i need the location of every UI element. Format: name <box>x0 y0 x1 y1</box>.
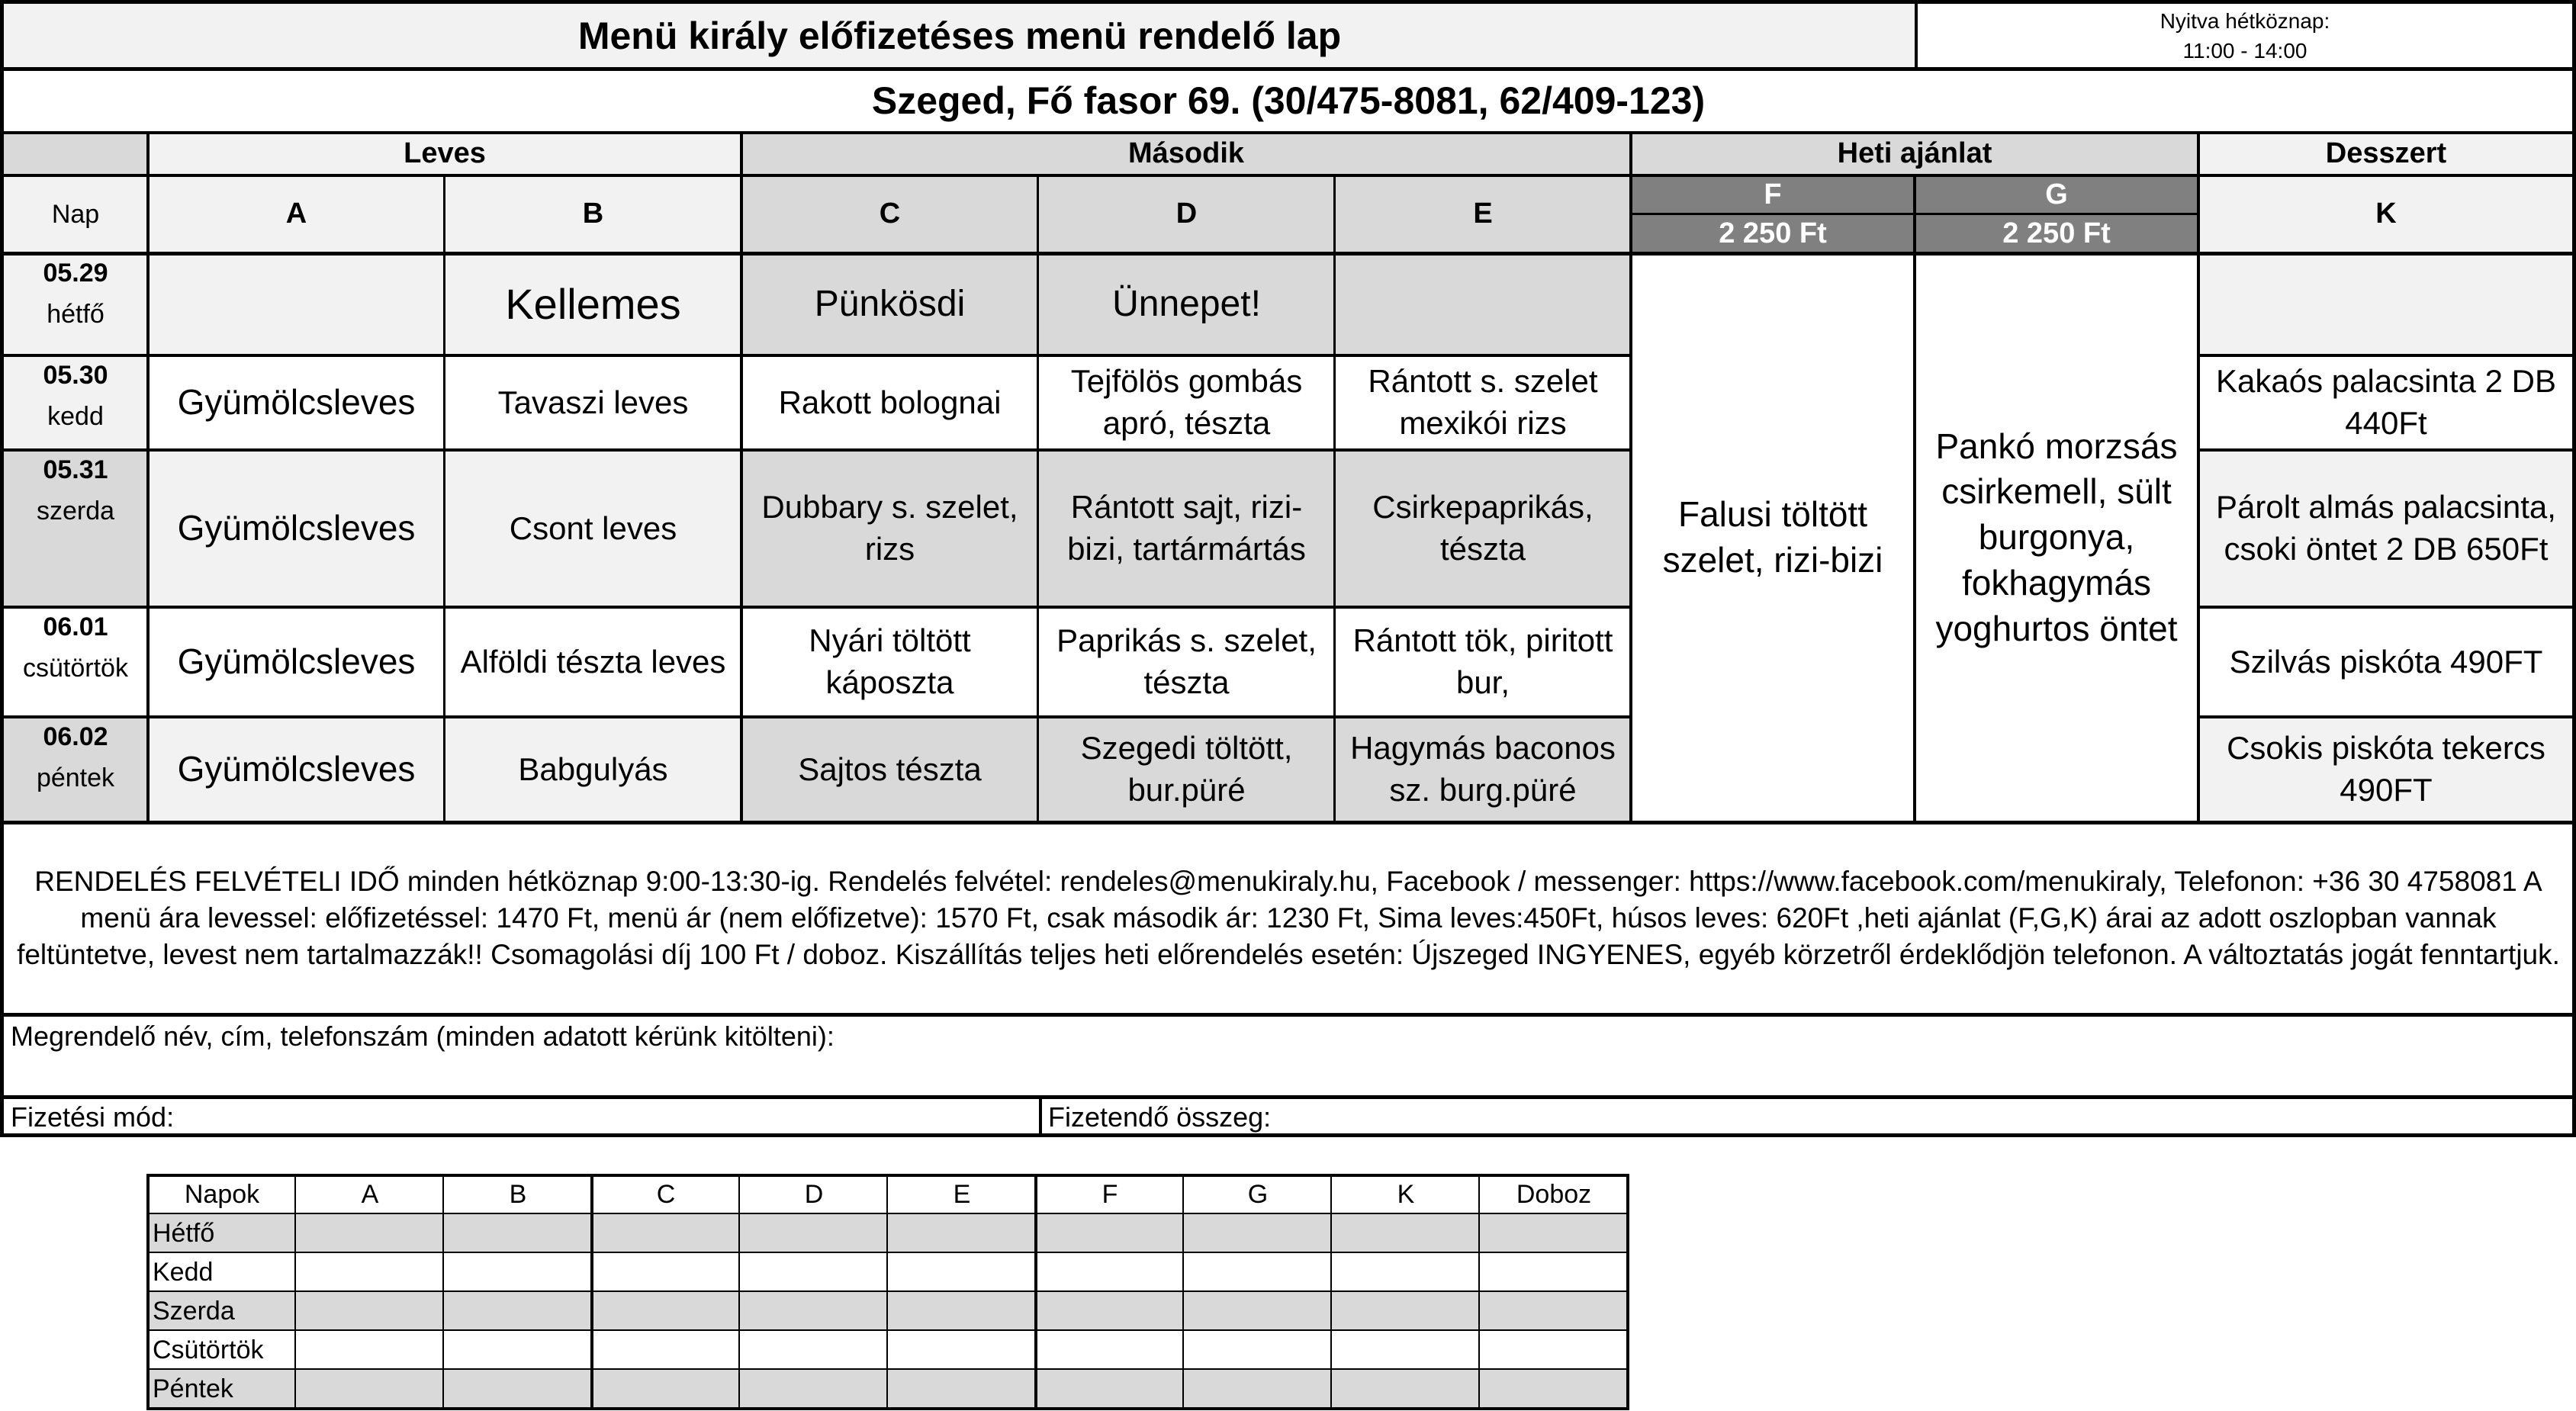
order-header-a: A <box>361 1180 379 1209</box>
day-cell-3 <box>3 607 148 717</box>
order-header-doboz: Doboz <box>1516 1180 1592 1209</box>
column-header-f: F <box>1631 175 1915 214</box>
grid-line <box>0 174 2576 177</box>
order-header-f: F <box>1101 1180 1118 1209</box>
order-grid-line <box>146 1290 1629 1292</box>
menu-item-b: Alföldi tészta leves <box>460 643 726 680</box>
menu-item-b: Csont leves <box>445 450 741 607</box>
day-cell-2 <box>3 450 148 607</box>
opening-hours-value: 11:00 - 14:00 <box>2182 39 2307 63</box>
menu-item-k: Csokis piskóta tekercs 490FT <box>2198 717 2574 822</box>
grid-line <box>0 1133 2576 1137</box>
grid-line <box>0 252 2576 256</box>
order-header-d: D <box>804 1180 824 1209</box>
order-grid-line <box>146 1174 1629 1177</box>
weekly-offer-f: Falusi töltött szelet, rizi-bizi <box>1662 494 1883 580</box>
column-header-nap: Nap <box>3 175 148 253</box>
day-cell-1 <box>3 355 148 450</box>
order-info-text: RENDELÉS FELVÉTELI IDŐ minden hétköznap 9:00-13:30-ig. Rendelés felvétel: rendeles@menukiraly.hu, Facebook / messenger: https://www.facebook.com/menukiraly, Telefonon: +36 30 4758081 A menü ára levessel: előfizetéssel: 1470 Ft, menü ár (nem előfizetve): 1570 Ft, csak második ár: 1230 Ft, Sima leves:450Ft, húsos leves: 620Ft ,heti ajánlat (F,G,K) árai az adott oszlopban vannak feltüntetve, levest nem tartalmazzák!! Csomagolási díj 100 Ft / doboz. Kiszállítás teljes heti előrendelés esetén: Újszeged INGYENES, egyéb körzetről érdeklődjön telefonon. A változtatás jogát fenntartjuk. <box>17 865 2560 971</box>
address-bar <box>3 69 2574 133</box>
order-header-g: G <box>1247 1180 1269 1209</box>
menu-item-e <box>1335 253 1631 355</box>
group-header-leves: Leves <box>148 133 741 175</box>
menu-item-c: Sajtos tészta <box>741 717 1038 822</box>
grid-line <box>0 448 1632 452</box>
grid-line <box>0 67 2576 71</box>
column-header-g-price: 2 250 Ft <box>1915 214 2198 253</box>
menu-item-c: Rakott bolognai <box>778 384 1002 420</box>
menu-item-a: Gyümölcsleves <box>148 717 445 822</box>
grid-line <box>0 715 1632 718</box>
menu-item-b: Babgulyás <box>445 717 741 822</box>
order-grid-line <box>1626 1174 1629 1410</box>
order-row-label-szerda: Szerda <box>153 1297 235 1326</box>
payment-method-field[interactable] <box>3 1097 1040 1135</box>
page-title <box>3 3 1916 69</box>
order-grid-line <box>146 1174 150 1410</box>
menu-item-k <box>2198 253 2574 355</box>
order-grid-line <box>1330 1174 1332 1410</box>
grid-line <box>2198 715 2576 718</box>
day-name: szerda <box>36 497 115 526</box>
menu-item-c: Nyári töltött káposzta <box>809 622 971 700</box>
grid-line <box>2197 133 2200 822</box>
day-date: 06.02 <box>43 722 108 751</box>
grid-line <box>0 131 2576 134</box>
order-grid-line <box>1478 1174 1480 1410</box>
group-header-desszert: Desszert <box>2198 133 2574 175</box>
menu-item-a: Gyümölcsleves <box>177 382 416 423</box>
day-date: 05.29 <box>43 259 108 288</box>
column-header-b: B <box>445 175 741 253</box>
order-grid-line <box>146 1407 1629 1410</box>
grid-line <box>2572 0 2576 1137</box>
menu-item-d: Ünnepet! <box>1038 253 1335 355</box>
grid-line <box>1629 133 1632 822</box>
opening-hours <box>1916 3 2574 69</box>
menu-item-d: Paprikás s. szelet, tészta <box>1056 622 1317 700</box>
column-header-a: A <box>148 175 445 253</box>
day-date: 05.31 <box>43 455 108 484</box>
amount-due-field[interactable] <box>1040 1097 2574 1135</box>
order-grid-line <box>294 1174 296 1410</box>
menu-item-k: Párolt almás palacsinta, csoki öntet 2 DB 650Ft <box>2198 450 2574 607</box>
order-grid-line <box>146 1252 1629 1253</box>
grid-line <box>1915 0 1918 69</box>
address-text: Szeged, Fő fasor 69. (30/475-8081, 62/409-123) <box>871 79 1706 122</box>
column-header-f-price: 2 250 Ft <box>1631 214 1915 253</box>
order-row-shade <box>148 1214 1628 1253</box>
order-header-c: C <box>656 1180 676 1209</box>
menu-item-c: Pünkösdi <box>741 253 1038 355</box>
menu-item-e: Rántott s. szelet mexikói rizs <box>1368 363 1598 441</box>
column-header-c: C <box>741 175 1038 253</box>
menu-item-d: Tejfölös gombás apró, tészta <box>1070 363 1303 441</box>
payment-method-label: Fizetési mód: <box>11 1101 175 1133</box>
day-name: csütörtök <box>23 654 128 683</box>
menu-item-a <box>148 253 445 355</box>
order-header-k: K <box>1397 1180 1415 1209</box>
order-row-label-hetfo: Hétfő <box>153 1219 215 1248</box>
menu-item-b: Tavaszi leves <box>497 384 689 420</box>
order-grid-line <box>146 1368 1629 1370</box>
grid-line <box>740 133 743 822</box>
order-grid-line <box>738 1174 740 1410</box>
order-header-napok: Napok <box>184 1180 260 1209</box>
order-row-shade <box>148 1370 1628 1409</box>
amount-due-label: Fizetendő összeg: <box>1048 1101 1272 1133</box>
order-grid-line <box>1182 1174 1184 1410</box>
customer-details-label: Megrendelő név, cím, telefonszám (minden adatott kérünk kitölteni): <box>11 1020 835 1052</box>
grid-line <box>1039 1097 1042 1135</box>
order-row-label-pentek: Péntek <box>153 1374 233 1403</box>
column-header-e: E <box>1335 175 1631 253</box>
order-header-e: E <box>953 1180 971 1209</box>
grid-line <box>0 606 1632 609</box>
order-grid-line <box>1034 1174 1037 1410</box>
grid-line <box>146 133 150 822</box>
group-header-blank <box>3 133 148 175</box>
grid-line <box>2198 448 2576 452</box>
menu-item-d: Szegedi töltött, bur.püré <box>1038 717 1335 822</box>
order-grid-line <box>146 1213 1629 1214</box>
menu-item-e: Hagymás baconos sz. burg.püré <box>1335 717 1631 822</box>
grid-line <box>1037 175 1039 822</box>
grid-line <box>2198 354 2576 357</box>
customer-details-field[interactable] <box>3 1014 2574 1097</box>
grid-line <box>2198 606 2576 609</box>
menu-item-a: Gyümölcsleves <box>177 641 416 682</box>
day-name: péntek <box>36 763 115 793</box>
grid-line <box>1333 175 1336 822</box>
day-name: kedd <box>47 402 104 432</box>
menu-item-k: Szilvás piskóta 490FT <box>2229 643 2543 680</box>
order-grid-line <box>886 1174 888 1410</box>
menu-item-e: Rántott tök, piritott bur, <box>1352 622 1613 700</box>
order-grid-line <box>442 1174 444 1410</box>
menu-item-a: Gyümölcsleves <box>148 450 445 607</box>
menu-item-b: Kellemes <box>445 253 741 355</box>
order-grid-line <box>590 1174 593 1410</box>
order-grid-line <box>146 1329 1629 1331</box>
grid-line <box>443 175 445 822</box>
order-row-shade <box>148 1292 1628 1331</box>
grid-line <box>0 0 2576 4</box>
column-header-g: G <box>1915 175 2198 214</box>
day-cell-0 <box>3 253 148 355</box>
menu-item-c: Dubbary s. szelet, rizs <box>741 450 1038 607</box>
grid-line <box>0 0 4 1137</box>
order-row-label-kedd: Kedd <box>153 1258 214 1287</box>
day-date: 05.30 <box>43 361 108 390</box>
column-header-k: K <box>2198 175 2574 253</box>
day-name: hétfő <box>47 300 105 329</box>
column-header-d: D <box>1038 175 1335 253</box>
day-date: 06.01 <box>43 612 108 641</box>
group-header-heti: Heti ajánlat <box>1631 133 2198 175</box>
menu-item-d: Rántott sajt, rizi-bizi, tartármártás <box>1038 450 1335 607</box>
group-header-masodik: Második <box>741 133 1631 175</box>
grid-line <box>0 1095 2576 1099</box>
order-row-label-csutortok: Csütörtök <box>153 1335 264 1364</box>
grid-line <box>0 821 2576 824</box>
grid-line <box>1913 175 1916 822</box>
weekly-offer-g: Pankó morzsás csirkemell, sült burgonya, fokhagymás yoghurtos öntet <box>1935 426 2178 648</box>
grid-line <box>0 1013 2576 1017</box>
grid-line <box>0 354 1632 357</box>
menu-item-k: Kakaós palacsinta 2 DB 440Ft <box>2216 363 2556 441</box>
order-header-b: B <box>509 1180 527 1209</box>
title-text: Menü király előfizetéses menü rendelő lap <box>577 14 1342 57</box>
day-cell-4 <box>3 717 148 822</box>
opening-hours-label: Nyitva hétköznap: <box>2160 8 2330 33</box>
menu-item-e: Csirkepaprikás, tészta <box>1335 450 1631 607</box>
